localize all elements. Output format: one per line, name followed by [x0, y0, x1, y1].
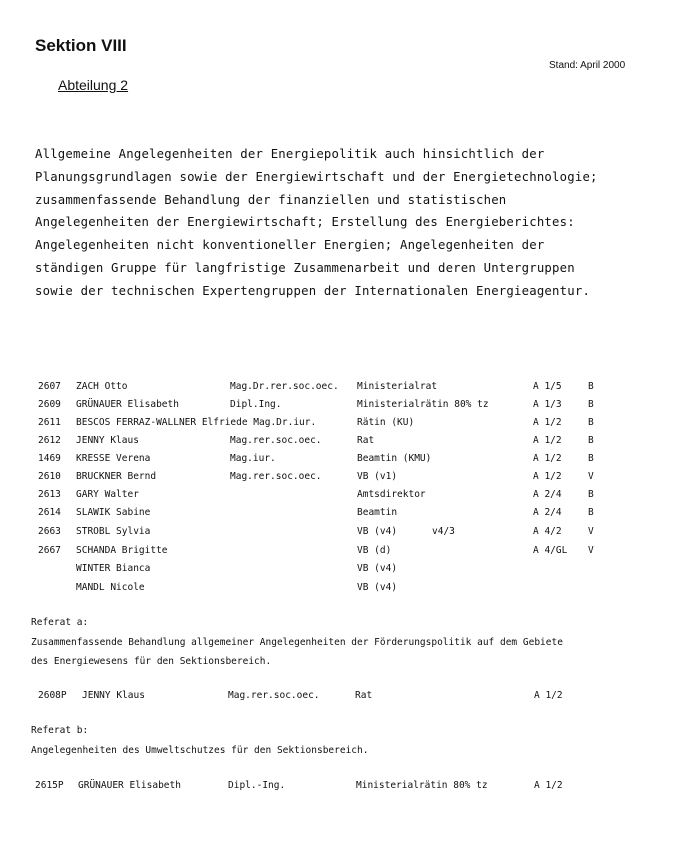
staff-category: B: [588, 399, 594, 410]
extension-number: 2613: [38, 489, 61, 500]
staff-name: JENNY Klaus: [76, 435, 139, 446]
staff-name: GARY Walter: [76, 489, 139, 500]
staff-name: SCHANDA Brigitte: [76, 545, 168, 556]
staff-name: BRUCKNER Bernd: [76, 471, 157, 482]
staff-degree: Mag.Dr.rer.soc.oec.: [230, 381, 339, 392]
staff-grade: A 1/2: [534, 690, 563, 701]
staff-degree: Mag.rer.soc.oec.: [230, 471, 322, 482]
staff-grade: A 1/2: [533, 471, 562, 482]
staff-function: Rat: [355, 690, 373, 701]
staff-name: GRÜNAUER Elisabeth: [78, 780, 181, 791]
referat-b-description: [31, 741, 368, 760]
staff-grade: A 1/2: [533, 435, 562, 446]
referat-a-description: [31, 633, 563, 671]
staff-grade: A 2/4: [533, 507, 562, 518]
description-line: Zusammenfassende Behandlung allgemeiner Angelegenheiten der Förderungspolitik auf dem Gebiete: [31, 637, 563, 648]
description-line: Angelegenheiten der Energiewirtschaft; Erstellung des Energieberichtes:: [35, 215, 575, 230]
staff-category: B: [588, 453, 594, 464]
staff-grade: A 2/4: [533, 489, 562, 500]
staff-function: Ministerialrat: [357, 381, 438, 392]
description-line: ständigen Gruppe für langfristige Zusammenarbeit und deren Untergruppen: [35, 260, 575, 275]
department-title: Abteilung 2: [58, 77, 129, 93]
staff-grade: A 1/3: [533, 399, 562, 410]
extension-number: 2615P: [35, 780, 64, 791]
staff-name: STROBL Sylvia: [76, 526, 151, 537]
staff-category: V: [588, 526, 594, 537]
extension-number: 2667: [38, 545, 61, 556]
staff-name: JENNY Klaus: [82, 690, 145, 701]
extension-number: 2611: [38, 417, 61, 428]
staff-name: ZACH Otto: [76, 381, 128, 392]
stand-date: Stand: April 2000: [549, 60, 626, 71]
extension-number: 2612: [38, 435, 61, 446]
staff-degree: Dipl.-Ing.: [228, 780, 286, 791]
staff-name: WINTER Bianca: [76, 563, 151, 574]
staff-degree: Mag.iur.: [230, 453, 276, 464]
staff-name: GRÜNAUER Elisabeth: [76, 399, 179, 410]
staff-grade: A 4/2: [533, 526, 562, 537]
staff-grade: A 1/2: [533, 453, 562, 464]
staff-category: B: [588, 489, 594, 500]
referat-a-label: Referat a:: [31, 617, 89, 628]
extension-number: 2663: [38, 526, 61, 537]
staff-function: VB (d): [357, 545, 392, 556]
staff-function: Rätin (KU): [357, 417, 415, 428]
staff-degree: Mag.rer.soc.oec.: [228, 690, 320, 701]
description-line: Angelegenheiten nicht konventioneller Energien; Angelegenheiten der: [35, 238, 545, 253]
department-description: [35, 143, 645, 303]
extension-number: 2607: [38, 381, 61, 392]
staff-category: B: [588, 507, 594, 518]
staff-grade: A 1/2: [534, 780, 563, 791]
staff-name: SLAWIK Sabine: [76, 507, 151, 518]
description-line: Allgemeine Angelegenheiten der Energiepolitik auch hinsichtlich der: [35, 147, 545, 161]
extension-number: 2608P: [38, 690, 67, 701]
description-line: sowie der technischen Expertengruppen der Internationalen Energieagentur.: [35, 283, 591, 298]
staff-function: Beamtin: [357, 507, 398, 518]
staff-degree: Dipl.Ing.: [230, 399, 282, 410]
staff-grade: A 1/2: [533, 417, 562, 428]
staff-category: V: [588, 545, 594, 556]
staff-degree: Mag.rer.soc.oec.: [230, 435, 322, 446]
staff-extra: v4/3: [432, 526, 455, 537]
staff-function: Ministerialrätin 80% tz: [357, 399, 489, 410]
staff-function: VB (v4): [357, 563, 398, 574]
staff-grade: A 1/5: [533, 381, 562, 392]
description-line: des Energiewesens für den Sektionsbereich.: [31, 656, 272, 667]
staff-function: VB (v4): [357, 526, 398, 537]
staff-name: BESCOS FERRAZ-WALLNER Elfriede Mag.Dr.iur.: [76, 417, 317, 428]
extension-number: 2610: [38, 471, 61, 482]
staff-category: B: [588, 435, 594, 446]
staff-name: MANDL Nicole: [76, 582, 145, 593]
extension-number: 1469: [38, 453, 61, 464]
section-title: Sektion VIII: [35, 36, 127, 55]
referat-b-label: Referat b:: [31, 725, 89, 736]
extension-number: 2609: [38, 399, 61, 410]
staff-category: V: [588, 471, 594, 482]
staff-function: Amtsdirektor: [357, 489, 426, 500]
staff-grade: A 4/GL: [533, 545, 568, 556]
extension-number: 2614: [38, 507, 61, 518]
staff-category: B: [588, 381, 594, 392]
staff-name: KRESSE Verena: [76, 453, 151, 464]
staff-function: VB (v4): [357, 582, 398, 593]
staff-function: Rat: [357, 435, 375, 446]
description-line: zusammenfassende Behandlung der finanziellen und statistischen: [35, 192, 507, 207]
staff-function: VB (v1): [357, 471, 398, 482]
description-line: Planungsgrundlagen sowie der Energiewirtschaft und der Energietechnologie;: [35, 169, 598, 184]
staff-function: Ministerialrätin 80% tz: [356, 780, 488, 791]
staff-category: B: [588, 417, 594, 428]
staff-function: Beamtin (KMU): [357, 453, 432, 464]
description-line: Angelegenheiten des Umweltschutzes für den Sektionsbereich.: [31, 745, 369, 756]
